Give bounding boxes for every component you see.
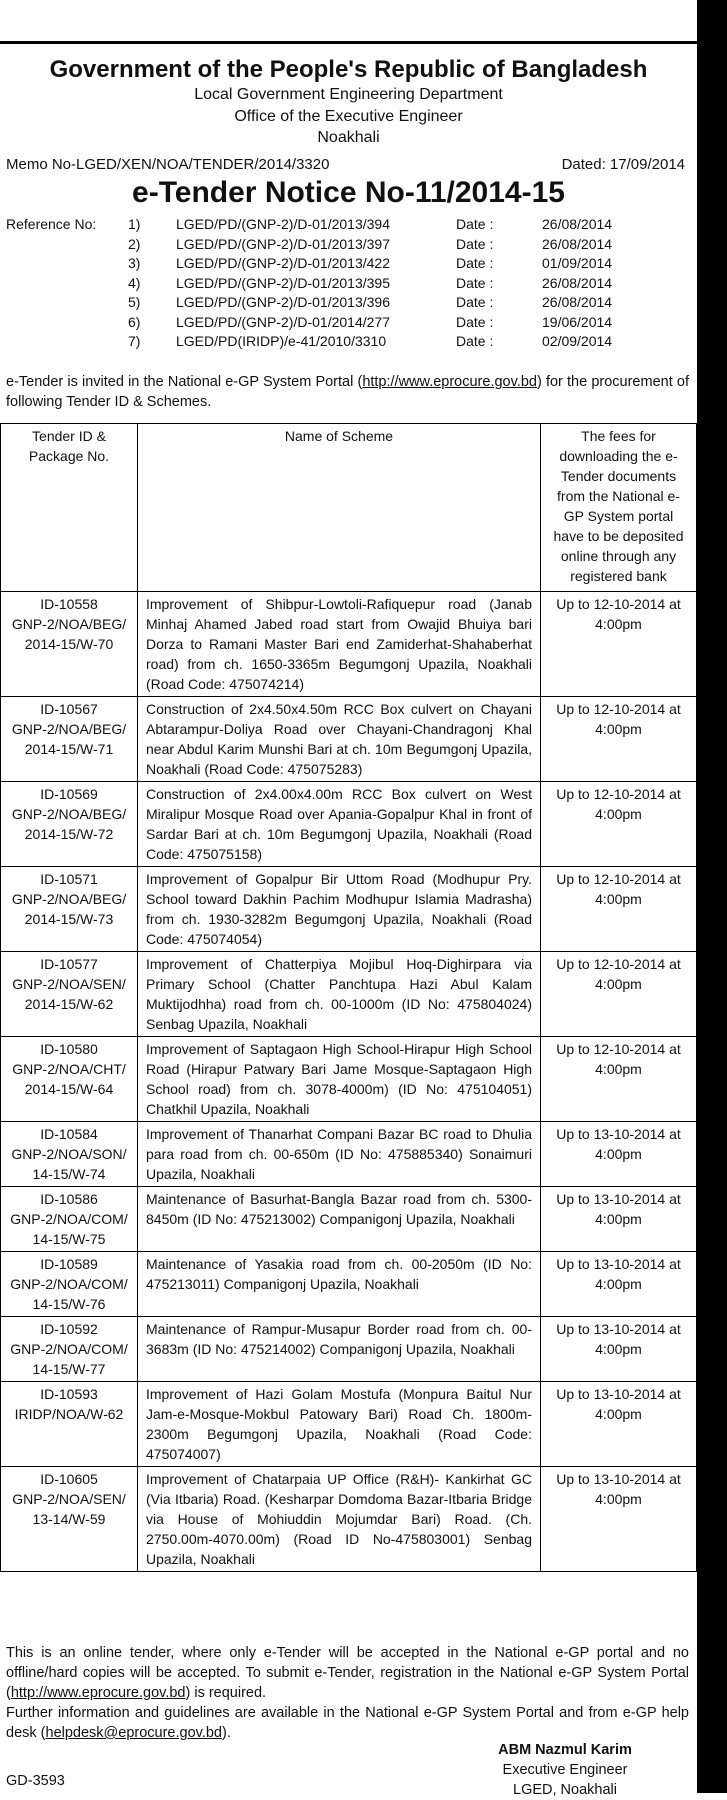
scheme-cell: Improvement of Thanarhat Compani Bazar BC road to Dhulia para road from ch. 00-650m (ID No: 475885340) Sonaimuri Upazila, Noakhali [138, 1122, 541, 1187]
table-row [1, 697, 697, 782]
table-row [1, 782, 697, 867]
deadline-cell: Up to 12-10-2014 at 4:00pm [541, 592, 697, 697]
footer-notes [6, 1643, 689, 1743]
package-no: GNP-2/NOA/COM/ 14-15/W-75 [10, 1211, 128, 1247]
tender-id-cell [1, 1037, 138, 1122]
footer-text: ) is required. [185, 1685, 267, 1701]
table-row [1, 1467, 697, 1572]
reference-num: 7) [128, 333, 141, 349]
footer-text: ). [221, 1725, 231, 1741]
reference-num: 2) [128, 235, 141, 252]
department-name: Local Government Engineering Department [194, 86, 503, 103]
package-no: IRIDP/NOA/W-62 [14, 1406, 124, 1422]
scheme-cell: Construction of 2x4.50x4.50m RCC Box culvert on Chayani Abtarampur-Doliya Road over Chayani-Chandragonj Khal near Abdul Karim Munshi Bari at ch. 10m Begumgonj Upazila, Noakhali (Road Code: 475075283) [138, 697, 541, 782]
table-row [1, 867, 697, 952]
signatory-office: LGED, Noakhali [513, 1782, 617, 1798]
table-row [1, 1037, 697, 1122]
reference-date: 02/09/2014 [542, 333, 613, 349]
reference-date-label: Date : [456, 333, 494, 349]
helpdesk-paragraph [6, 1703, 689, 1743]
table-row [1, 1317, 697, 1382]
reference-label: Reference No: [6, 216, 97, 232]
reference-date-label: Date : [456, 235, 494, 252]
deadline-cell: Up to 12-10-2014 at 4:00pm [541, 952, 697, 1037]
reference-num: 6) [128, 313, 141, 330]
signatory-title: Executive Engineer [502, 1762, 628, 1778]
reference-date: 26/08/2014 [542, 274, 613, 291]
tender-id-cell [1, 782, 138, 867]
office-location: Noakhali [317, 129, 380, 146]
tender-id: ID-10592 [40, 1321, 98, 1337]
scheme-cell: Improvement of Shibpur-Lowtoli-Rafiquepur road (Janab Minhaj Ahamed Jabed road start from Owajid Bhuiya bari Dorza to Ramani Master Bari end Zamiderhat-Shahaberhat road) from ch. 1650-3365m Begumgonj Upazila, Noakhali (Road Code: 475074214) [138, 592, 541, 697]
header-tender-id: Tender ID & Package No. [1, 424, 138, 592]
table-row [1, 1187, 697, 1252]
reference-date: 19/06/2014 [542, 313, 613, 330]
reference-date: 26/08/2014 [542, 216, 613, 232]
reference-num: 4) [128, 274, 141, 291]
footer-text: Further information and guidelines are available in the National e-GP System Portal and from e-GP help desk ( [6, 1705, 689, 1741]
scheme-cell: Improvement of Saptagaon High School-Hirapur High School Road (Hirapur Patwary Bari Jame Mosque-Saptagaon High School road) from ch. 3078-4000m) (ID No: 475104051) Chatkhil Upazila, Noakhali [138, 1037, 541, 1122]
reference-date: 26/08/2014 [542, 294, 613, 310]
deadline-cell: Up to 12-10-2014 at 4:00pm [541, 1037, 697, 1122]
package-no: GNP-2/NOA/BEG/ 2014-15/W-71 [11, 721, 127, 757]
footer-text: This is an online tender, where only e-Tender will be accepted in the National e-GP portal and no offline/hard copies will be accepted. To submit e-Tender, registration in the National e-GP System Portal ( [6, 1645, 689, 1701]
scheme-cell: Maintenance of Rampur-Musapur Border road from ch. 00-3683m (ID No: 475214002) Companigonj Upazila, Noakhali [138, 1317, 541, 1382]
notice-title: e-Tender Notice No-11/2014-15 [132, 176, 565, 209]
tender-id: ID-10586 [40, 1191, 98, 1207]
reference-num: 5) [128, 294, 141, 310]
tender-id-cell [1, 697, 138, 782]
top-divider [0, 41, 697, 44]
reference-date-label: Date : [456, 274, 494, 291]
reference-date-label: Date : [456, 255, 494, 271]
reference-code: LGED/PD/(GNP-2)/D-01/2013/395 [176, 274, 390, 291]
package-no: GNP-2/NOA/CHT/ 2014-15/W-64 [12, 1061, 126, 1097]
tender-id: ID-10577 [40, 956, 98, 972]
tender-id-cell [1, 1317, 138, 1382]
tender-id-cell [1, 1187, 138, 1252]
deadline-cell: Up to 12-10-2014 at 4:00pm [541, 697, 697, 782]
reference-num: 3) [128, 255, 141, 271]
tender-id-cell [1, 867, 138, 952]
tender-table [0, 423, 697, 1572]
tender-id: ID-10593 [40, 1386, 98, 1402]
intro-text: ) for the procurement of following Tender ID & Schemes. [6, 374, 689, 410]
gd-number: GD-3593 [6, 1773, 65, 1789]
package-no: GNP-2/NOA/SEN/ 13-14/W-59 [12, 1491, 126, 1527]
deadline-cell: Up to 13-10-2014 at 4:00pm [541, 1467, 697, 1572]
deadline-cell: Up to 13-10-2014 at 4:00pm [541, 1122, 697, 1187]
right-edge-bar [697, 0, 727, 1793]
deadline-cell: Up to 13-10-2014 at 4:00pm [541, 1187, 697, 1252]
memo-date: Dated: 17/09/2014 [561, 156, 685, 173]
deadline-cell: Up to 13-10-2014 at 4:00pm [541, 1252, 697, 1317]
tender-id: ID-10580 [40, 1041, 98, 1057]
table-row [1, 1252, 697, 1317]
scheme-cell: Maintenance of Basurhat-Bangla Bazar road from ch. 5300-8450m (ID No: 475213002) Companigonj Upazila, Noakhali [138, 1187, 541, 1252]
reference-code: LGED/PD/(GNP-2)/D-01/2014/277 [176, 313, 390, 330]
scheme-cell: Improvement of Chatarpaia UP Office (R&H)- Kankirhat GC (Via Itbaria) Road. (Kesharpar Domdoma Bazar-Itbaria Bridge via House of Mohiuddin Mojumdar Bari) Road. (Ch. 2750.00m-4070.00m) (Road ID No-475803001) Senbag Upazila, Noakhali [138, 1467, 541, 1572]
package-no: GNP-2/NOA/SON/ 14-15/W-74 [11, 1146, 127, 1182]
office-name: Office of the Executive Engineer [234, 108, 463, 125]
tender-id: ID-10558 [40, 596, 98, 612]
deadline-cell: Up to 13-10-2014 at 4:00pm [541, 1317, 697, 1382]
package-no: GNP-2/NOA/SEN/ 2014-15/W-62 [12, 976, 126, 1012]
tender-id: ID-10584 [40, 1126, 98, 1142]
package-no: GNP-2/NOA/BEG/ 2014-15/W-70 [11, 616, 127, 652]
package-no: GNP-2/NOA/COM/ 14-15/W-76 [10, 1276, 128, 1312]
deadline-cell: Up to 13-10-2014 at 4:00pm [541, 1382, 697, 1467]
package-no: GNP-2/NOA/BEG/ 2014-15/W-73 [11, 891, 127, 927]
online-tender-paragraph [6, 1643, 689, 1703]
reference-date-label: Date : [456, 216, 494, 232]
eprocure-link[interactable]: http://www.eprocure.gov.bd [362, 374, 537, 390]
reference-code: LGED/PD/(GNP-2)/D-01/2013/422 [176, 255, 390, 271]
reference-date: 26/08/2014 [542, 235, 613, 252]
tender-id: ID-10571 [40, 871, 98, 887]
intro-paragraph [6, 372, 689, 412]
intro-text: e-Tender is invited in the National e-GP System Portal ( [6, 374, 363, 390]
scheme-cell: Maintenance of Yasakia road from ch. 00-2050m (ID No: 475213011) Companigonj Upazila, Noakhali [138, 1252, 541, 1317]
tender-id: ID-10569 [40, 786, 98, 802]
tender-id: ID-10567 [40, 701, 98, 717]
reference-code: LGED/PD/(GNP-2)/D-01/2013/394 [176, 216, 390, 232]
table-row [1, 1382, 697, 1467]
deadline-cell: Up to 12-10-2014 at 4:00pm [541, 782, 697, 867]
reference-code: LGED/PD/(GNP-2)/D-01/2013/397 [176, 235, 390, 252]
tender-id: ID-10589 [40, 1256, 98, 1272]
reference-date-label: Date : [456, 294, 494, 310]
eprocure-link[interactable]: http://www.eprocure.gov.bd [10, 1685, 186, 1701]
memo-number: Memo No-LGED/XEN/NOA/TENDER/2014/3320 [6, 156, 330, 173]
reference-code: LGED/PD/(GNP-2)/D-01/2013/396 [176, 294, 390, 310]
table-row [1, 592, 697, 697]
scheme-cell: Improvement of Gopalpur Bir Uttom Road (Modhupur Pry. School toward Dakhin Pachim Modhupur Islamia Madrasha) from ch. 1930-3282m Begumgonj Upazila, Noakhali (Road Code: 475074054) [138, 867, 541, 952]
table-row [1, 952, 697, 1037]
scheme-cell: Construction of 2x4.00x4.00m RCC Box culvert on West Miralipur Mosque Road over Apania-Gopalpur Khal in front of Sardar Bari at ch. 10m Begumgonj Upazila, Noakhali (Road Code: 475075158) [138, 782, 541, 867]
reference-code: LGED/PD(IRIDP)/e-41/2010/3310 [176, 333, 387, 349]
table-row [1, 1122, 697, 1187]
reference-date: 01/09/2014 [542, 255, 613, 271]
deadline-cell: Up to 12-10-2014 at 4:00pm [541, 867, 697, 952]
tender-id-cell [1, 1467, 138, 1572]
tender-id-cell [1, 1252, 138, 1317]
scheme-cell: Improvement of Chatterpiya Mojibul Hoq-Dighirpara via Primary School (Chatter Panchtupa Hazi Abul Kalam Muktijodhha) road from ch. 00-1000m (ID No: 475804024) Senbag Upazila, Noakhali [138, 952, 541, 1037]
tender-id-cell [1, 952, 138, 1037]
header-scheme: Name of Scheme [138, 424, 541, 592]
package-no: GNP-2/NOA/COM/ 14-15/W-77 [10, 1341, 128, 1377]
tender-id-cell [1, 592, 138, 697]
table-header-row [1, 424, 697, 592]
reference-num: 1) [128, 216, 141, 232]
government-heading: Government of the People's Republic of Bangladesh [49, 56, 648, 83]
package-no: GNP-2/NOA/BEG/ 2014-15/W-72 [11, 806, 127, 842]
helpdesk-email-link[interactable]: helpdesk@eprocure.gov.bd [45, 1725, 222, 1741]
scheme-cell: Improvement of Hazi Golam Mostufa (Monpura Baitul Nur Jam-e-Mosque-Mokbul Patowary Bari) Road Ch. 1800m-2300m Begumgonj Upazila, Noakhali (Road Code: 475074007) [138, 1382, 541, 1467]
tender-id-cell [1, 1122, 138, 1187]
signatory-name: ABM Nazmul Karim [498, 1742, 632, 1758]
header-fees: The fees for downloading the e-Tender documents from the National e-GP System portal have to be deposited online through any registered bank [541, 424, 697, 592]
tender-id-cell [1, 1382, 138, 1467]
reference-date-label: Date : [456, 313, 494, 330]
tender-id: ID-10605 [40, 1471, 98, 1487]
signature-block [495, 1740, 635, 1800]
